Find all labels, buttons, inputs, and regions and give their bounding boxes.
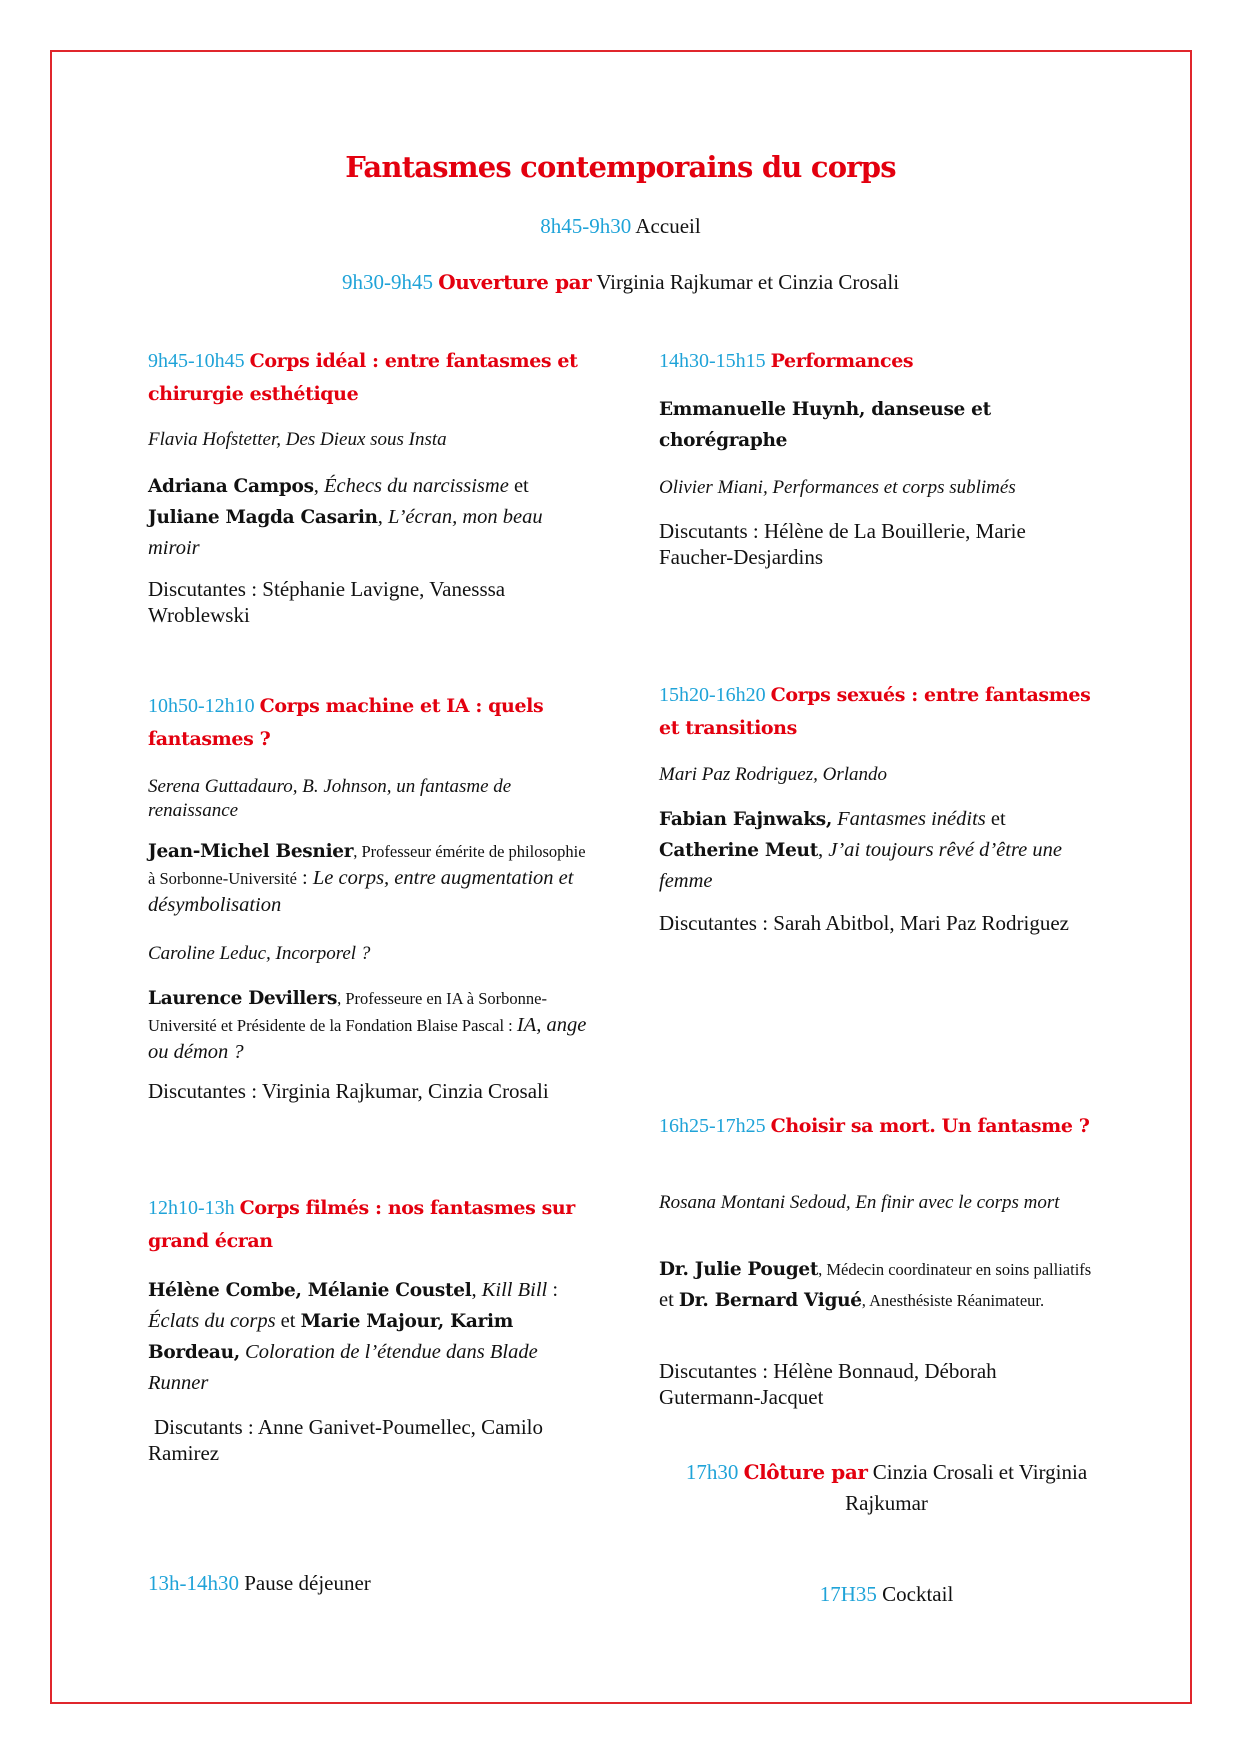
talk-title: Kill Bill	[481, 1279, 548, 1301]
separator: ,	[817, 839, 829, 861]
talk-title: IA, ange ou démon ?	[148, 1014, 587, 1063]
speaker-name: Hélène Combe, Mélanie Coustel	[148, 1280, 472, 1301]
welcome-line	[0, 214, 1241, 239]
discussants: Discutantes : Stéphanie Lavigne, Vanesssa Wroblewski	[148, 577, 506, 627]
speakers	[148, 1275, 588, 1398]
talk-title: Coloration de l’étendue dans Blade Runner	[148, 1341, 538, 1394]
session-title: Corps idéal : entre fantasmes et chirurgie esthétique	[148, 350, 578, 405]
separator: :	[296, 867, 313, 889]
session-time: 12h10-13h	[148, 1197, 235, 1219]
session-intro: Mari Paz Rodriguez, Orlando	[659, 764, 887, 785]
session-intro: Flavia Hofstetter, Des Dieux sous Insta	[148, 429, 447, 450]
cocktail-label: Cocktail	[882, 1582, 954, 1606]
speaker-name: Fabian Fajnwaks,	[659, 809, 832, 830]
speaker-name: Dr. Bernard Vigué	[678, 1290, 862, 1311]
closing-names: Cinzia Crosali et Virginia Rajkumar	[845, 1460, 1088, 1515]
session-heading	[659, 345, 1099, 378]
session-intro: Serena Guttadauro, B. Johnson, un fantasme de renaissance	[148, 776, 512, 821]
session-time: 16h25-17h25	[659, 1115, 766, 1137]
speaker-role: , Professeure en IA à Sorbonne-Université et Présidente de la Fondation Blaise Pascal :	[148, 989, 547, 1035]
lunch-time: 13h-14h30	[148, 1571, 239, 1595]
session-time: 10h50-12h10	[148, 695, 255, 717]
speaker-name: Juliane Magda Casarin	[148, 507, 378, 528]
opening-label: Ouverture par	[438, 270, 592, 294]
separator: ,	[471, 1279, 482, 1301]
conjunction: et	[275, 1310, 301, 1332]
closing-time: 17h30	[685, 1460, 739, 1484]
speaker-name: Dr. Julie Pouget	[659, 1259, 819, 1280]
session-heading	[148, 1192, 588, 1258]
speaker-name: Marie Majour, Karim Bordeau,	[148, 1311, 513, 1363]
session-intro: Caroline Leduc, Incorporel ?	[148, 943, 371, 964]
discussants: Discutantes : Sarah Abitbol, Mari Paz Rodriguez	[659, 911, 1070, 935]
session-heading	[659, 679, 1099, 745]
speaker-role: , Médecin coordinateur en soins palliatifs	[818, 1260, 1092, 1279]
session-title: Corps filmés : nos fantasmes sur grand écran	[148, 1197, 575, 1252]
discussants: Discutantes : Virginia Rajkumar, Cinzia Crosali	[148, 1079, 549, 1103]
performer	[659, 394, 1099, 456]
lunch-label: Pause déjeuner	[244, 1571, 371, 1595]
discussants: Discutantes : Hélène Bonnaud, Déborah Gutermann-Jacquet	[659, 1359, 997, 1409]
speakers	[659, 804, 1099, 896]
session-heading	[148, 345, 588, 411]
closing-line	[659, 1457, 1114, 1519]
welcome-label: Accueil	[635, 214, 701, 238]
discussants: Discutants : Anne Ganivet-Poumellec, Camilo Ramirez	[148, 1415, 544, 1465]
page-title: Fantasmes contemporains du corps	[345, 150, 896, 184]
speakers	[148, 838, 588, 919]
speaker-name: Jean-Michel Besnier	[148, 841, 354, 862]
session-title: Performances	[770, 350, 914, 372]
talk-title: Échecs du narcissisme	[323, 475, 509, 497]
speaker-name: Adriana Campos	[148, 476, 314, 497]
opening-line	[0, 270, 1241, 295]
session-intro: Olivier Miani, Performances et corps sublimés	[659, 477, 1016, 498]
welcome-time: 8h45-9h30	[540, 214, 632, 238]
session-title: Choisir sa mort. Un fantasme ?	[770, 1115, 1090, 1137]
session-heading	[659, 1110, 1099, 1143]
session-heading	[148, 690, 588, 756]
closing-label: Clôture par	[743, 1460, 868, 1484]
speaker-name: Catherine Meut	[659, 840, 818, 861]
talk-title: Fantasmes inédits	[832, 808, 986, 830]
talk-title: Le corps, entre augmentation et désymbolisation	[148, 867, 574, 916]
performer-name: Emmanuelle Huynh, danseuse et chorégraphe	[659, 399, 991, 451]
speakers	[659, 1254, 1099, 1316]
conjunction: et	[659, 1289, 679, 1311]
session-intro: Rosana Montani Sedoud, En finir avec le corps mort	[659, 1192, 1060, 1213]
cocktail-line	[659, 1581, 1114, 1607]
session-time: 9h45-10h45	[148, 350, 245, 372]
separator: ,	[313, 475, 324, 497]
speaker-name: Laurence Devillers	[148, 988, 338, 1009]
session-time: 15h20-16h20	[659, 684, 766, 706]
speakers	[148, 985, 588, 1065]
opening-time: 9h30-9h45	[341, 270, 433, 294]
talk-title: Éclats du corps	[148, 1310, 276, 1332]
opening-names: Virginia Rajkumar et Cinzia Crosali	[596, 270, 900, 294]
cocktail-time: 17H35	[819, 1582, 877, 1606]
talk-title: L’écran, mon beau miroir	[148, 506, 543, 559]
speaker-role: , Professeur émérite de philosophie à Sorbonne-Université	[148, 842, 586, 888]
separator: :	[547, 1279, 559, 1301]
conjunction: et	[508, 475, 529, 497]
session-title: Corps sexués : entre fantasmes et transitions	[659, 684, 1091, 739]
speaker-role: , Anesthésiste Réanimateur.	[861, 1291, 1045, 1310]
speakers	[148, 471, 588, 563]
lunch-line	[148, 1570, 588, 1596]
conjunction: et	[985, 808, 1006, 830]
session-time: 14h30-15h15	[659, 350, 766, 372]
separator: ,	[377, 506, 388, 528]
session-title: Corps machine et IA : quels fantasmes ?	[148, 695, 544, 750]
talk-title: J’ai toujours rêvé d’être une femme	[659, 839, 1062, 892]
discussants: Discutants : Hélène de La Bouillerie, Marie Faucher-Desjardins	[659, 519, 1026, 569]
